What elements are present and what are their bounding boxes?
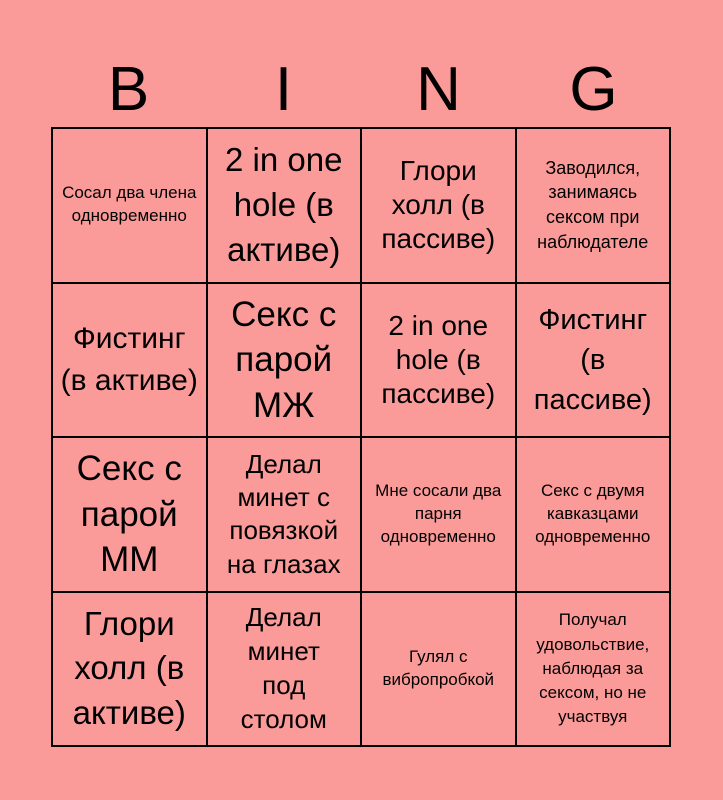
bingo-cell-r2c1[interactable]	[53, 284, 208, 439]
bingo-cell-text: Получал удовольствие, наблюдая за сексом, но не участвуя	[536, 610, 650, 726]
bingo-cell-r4c3[interactable]	[362, 593, 517, 748]
bingo-cell-r1c4[interactable]	[517, 129, 672, 284]
bingo-cell-text: Делал минет под столом	[240, 602, 327, 734]
bingo-cell-text: Секс с двумя кавказцами одновременно	[535, 480, 651, 546]
bingo-cell-r4c4[interactable]	[517, 593, 672, 748]
bingo-cell-r4c1[interactable]	[53, 593, 208, 748]
bingo-cell-r3c1[interactable]	[53, 438, 208, 593]
bingo-cell-r4c2[interactable]	[208, 593, 363, 748]
bingo-cell-text: Гулял с вибропробкой	[382, 646, 495, 689]
bingo-cell-r3c4[interactable]	[517, 438, 672, 593]
bingo-cell-r2c3[interactable]	[362, 284, 517, 439]
bingo-cell-text: Фистинг (в активе)	[60, 322, 198, 397]
bingo-cell-text: Глори холл (в пассиве)	[381, 155, 496, 255]
bingo-header	[51, 50, 671, 130]
bingo-cell-text: Сосал два члена одновременно	[62, 183, 197, 226]
bingo-cell-text: 2 in one hole (в активе)	[225, 140, 343, 268]
header-letter-n: N	[416, 55, 461, 124]
bingo-cell-r1c1[interactable]	[53, 129, 208, 284]
bingo-cell-text: Заводился, занимаясь сексом при наблюдателе	[537, 157, 649, 253]
header-letter-g: G	[569, 55, 618, 124]
bingo-cell-text: Глори холл (в активе)	[72, 604, 186, 732]
bingo-cell-text: Секс с парой МЖ	[231, 294, 337, 425]
bingo-cell-r1c2[interactable]	[208, 129, 363, 284]
bingo-cell-text: Делал минет с повязкой на глазах	[226, 448, 341, 579]
bingo-cell-text: Мне сосали два парня одновременно	[375, 480, 502, 546]
header-letter-i: I	[274, 55, 293, 124]
bingo-cell-text: Фистинг (в пассиве)	[533, 303, 652, 416]
bingo-cell-r2c2[interactable]	[208, 284, 363, 439]
bingo-board	[51, 127, 671, 747]
bingo-cell-r1c3[interactable]	[362, 129, 517, 284]
bingo-cell-r3c3[interactable]	[362, 438, 517, 593]
bingo-cell-r3c2[interactable]	[208, 438, 363, 593]
bingo-cell-text: 2 in one hole (в пассиве)	[381, 309, 496, 409]
bingo-cell-r2c4[interactable]	[517, 284, 672, 439]
bingo-cell-text: Секс с парой ММ	[76, 449, 182, 579]
header-letter-b: B	[107, 55, 150, 124]
